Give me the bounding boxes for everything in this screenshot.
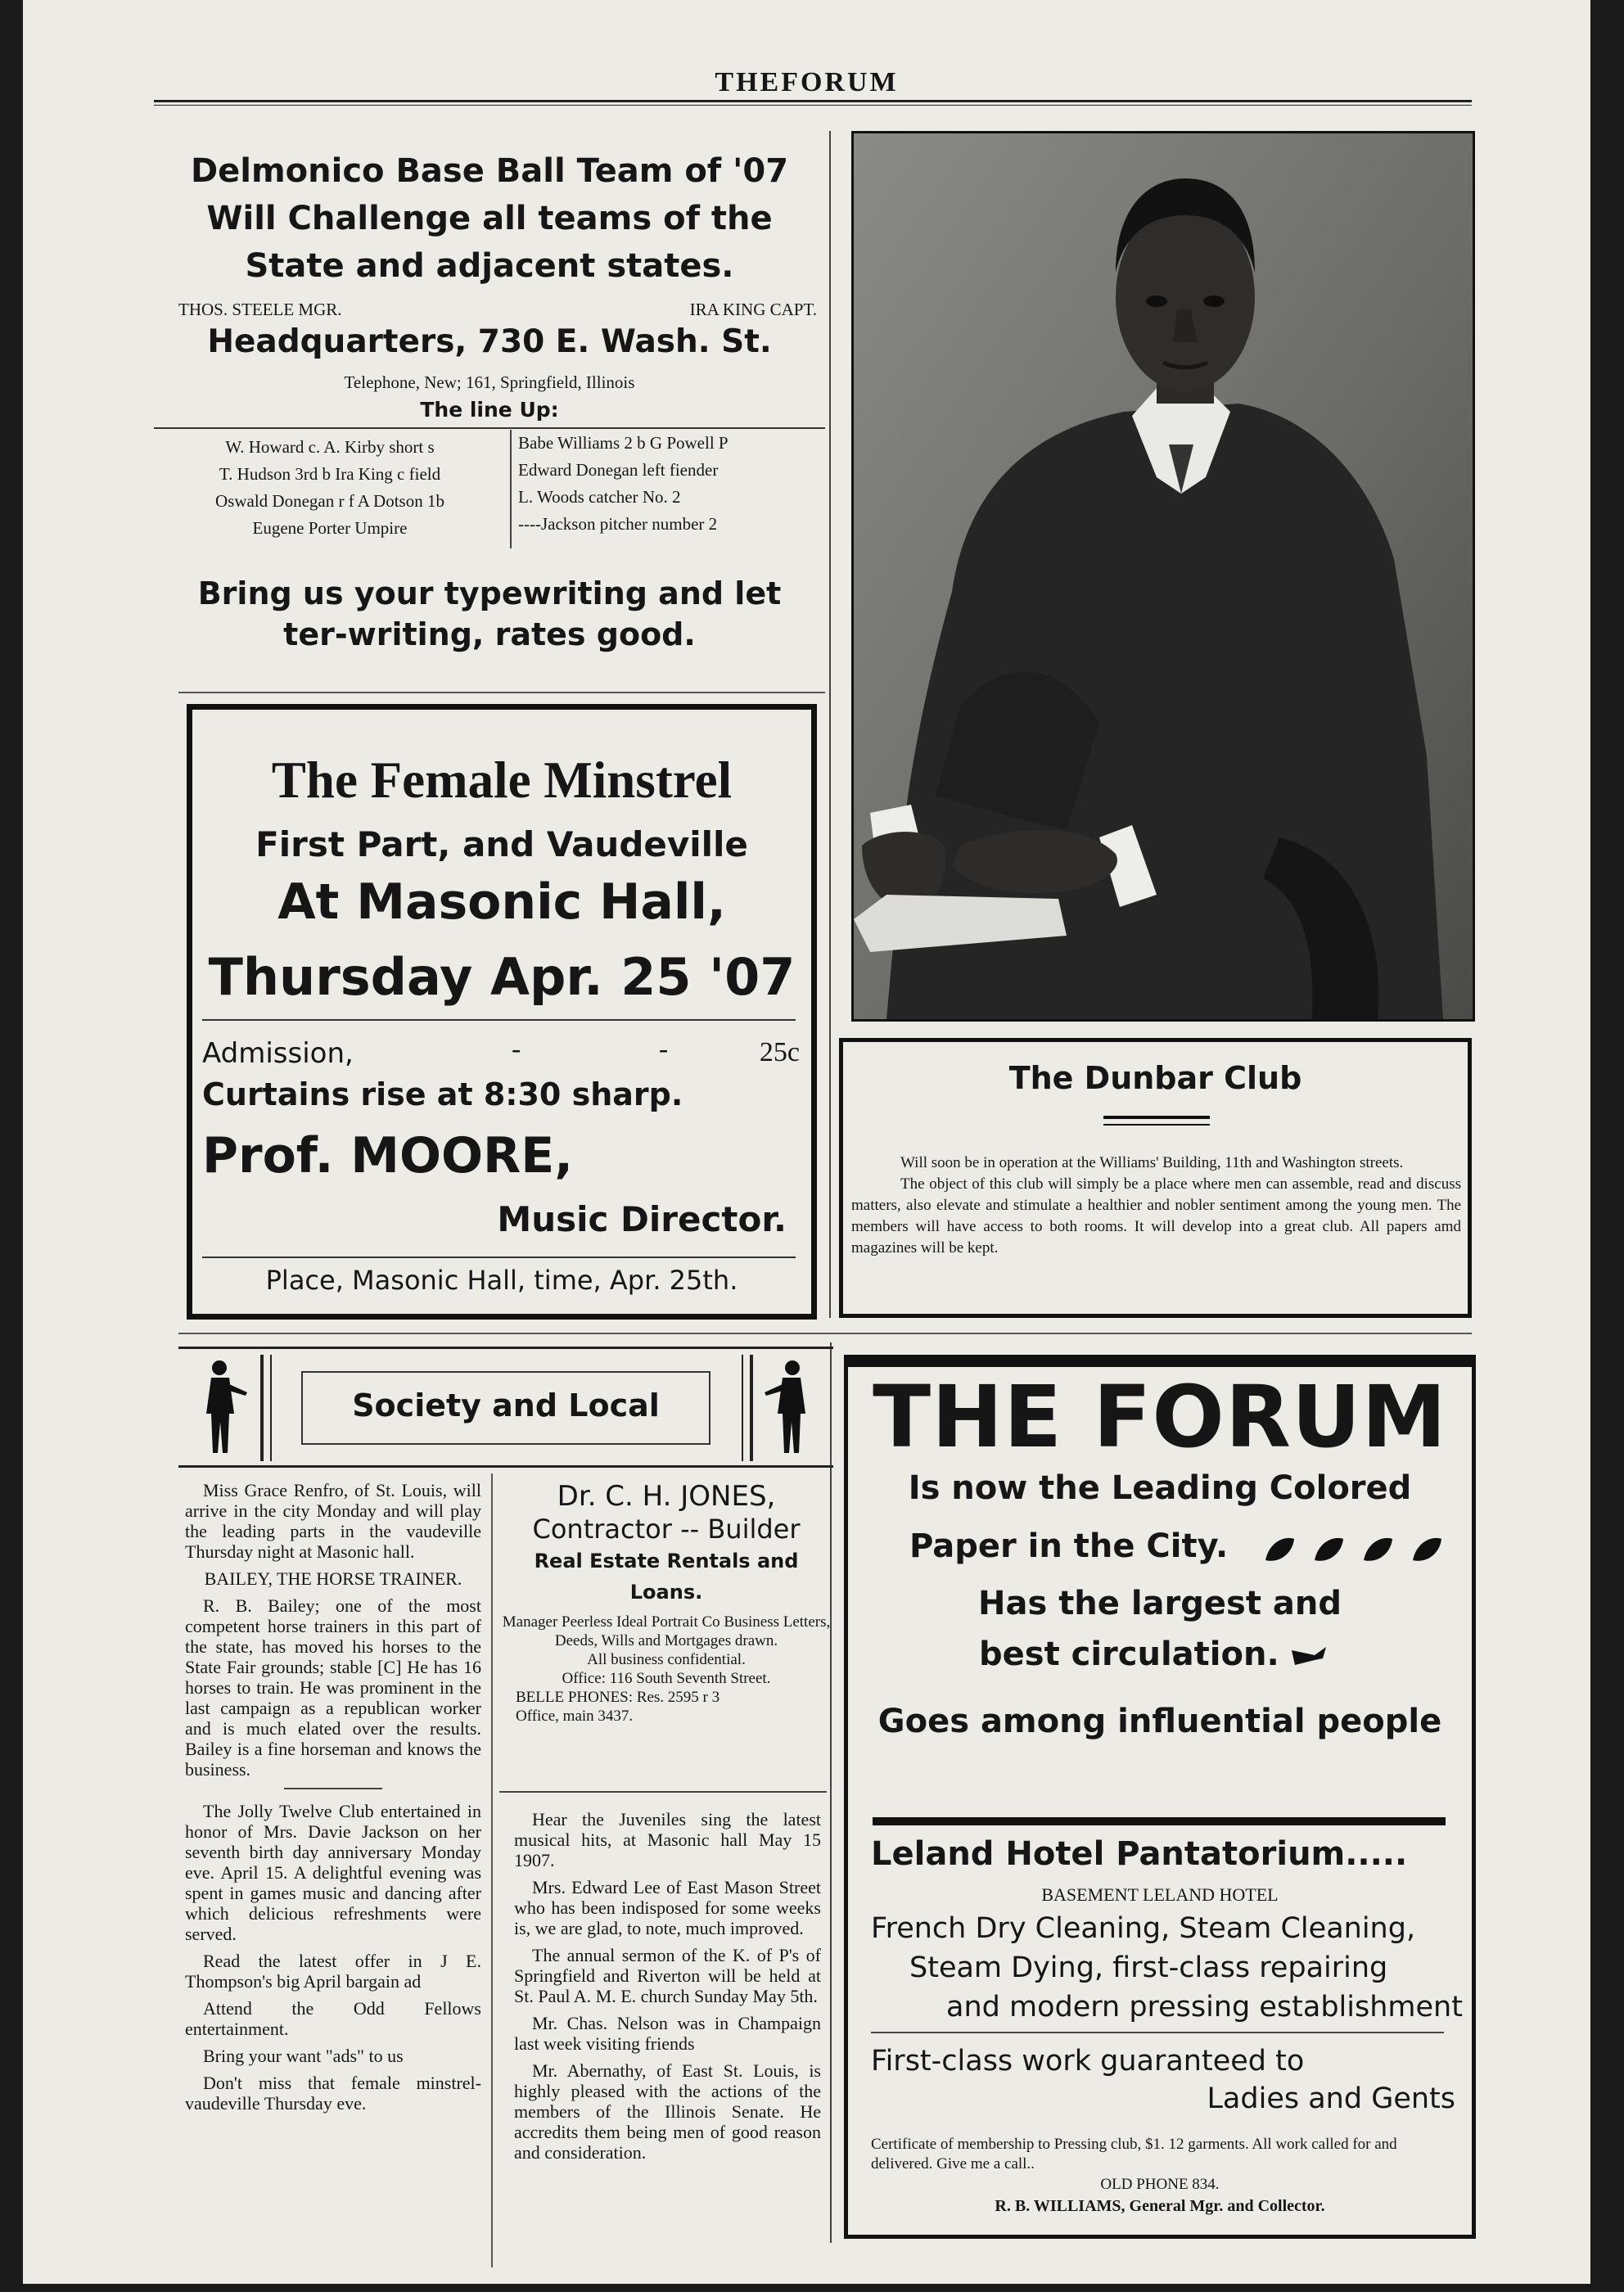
admission-price: 25c [759,1037,800,1067]
baseball-title-1: Delmonico Base Ball Team of '07 [190,152,789,190]
section-rule [178,692,825,693]
forum-ad-box [844,1355,1476,2239]
society-header [178,1347,833,1469]
jones-body: Manager Peerless Ideal Portrait Co Business Letters, Deeds, Wills and Mortgages drawn. [502,1613,831,1649]
leaf-ornament-icon [1261,1532,1458,1567]
jones-office: Office: 116 South Seventh Street. [562,1670,771,1687]
portrait-figure [854,133,1473,1019]
portrait-photo [851,131,1475,1022]
baseball-ad [154,147,825,652]
waiter-right-icon [761,1356,810,1459]
column-rule-lower [830,1342,832,2243]
middle-item-3: The annual sermon of the K. of P's of Springfield and Riverton will be held at St. Paul A. M. E. church Sunday May 5th. [514,1945,821,2006]
masthead-rule [154,100,1472,102]
jones-rule [499,1791,827,1793]
dunbar-p1: Will soon be in operation at the Williams' Building, 11th and Washington streets. [900,1154,1404,1171]
forum-ad-line-5: Goes among influential people [877,1703,1442,1740]
leland-top-bar [873,1817,1446,1825]
jones-office-phone: Office, main 3437. [516,1708,634,1725]
telephone: Telephone, New; 161, Springfield, Illinois [344,372,635,392]
typewriting-ad [154,573,825,655]
jones-name: Dr. C. H. JONES, [557,1480,776,1513]
jones-trade: Contractor -- Builder [532,1514,801,1545]
minstrel-title: The Female Minstrel [271,751,733,809]
middle-item-1: Hear the Juveniles sing the latest musical hits, at Masonic hall May 15 1907. [514,1809,821,1870]
leland-phone: OLD PHONE 834. [1100,2176,1220,2193]
headquarters: Headquarters, 730 E. Wash. St. [207,323,772,360]
society-item-7: Bring your want "ads" to us [203,2046,404,2066]
society-right-bar-2 [742,1355,743,1461]
leland-title: Leland Hotel Pantatorium..... [871,1835,1408,1873]
society-item-4: The Jolly Twelve Club entertained in honor of Mrs. Davie Jackson on her seventh birth day anniversary Monday eve. April 15. A delightful evening was spent in games music and dancing after which delicious refreshments were served. [185,1801,481,1944]
dunbar-club-box [839,1038,1472,1318]
jones-confidential: All business confidential. [587,1651,746,1668]
lineup-left-3: Oswald Donegan r f A Dotson 1b [215,491,444,511]
forum-ad-line-4: best circulation. [979,1636,1279,1673]
lineup-right-4: ----Jackson pitcher number 2 [518,514,718,534]
lineup-right-2: Edward Donegan left fiender [518,460,719,480]
lineup-left-2: T. Hudson 3rd b Ira King c field [219,464,441,484]
minstrel-line-3: Thursday Apr. 25 '07 [208,947,796,1007]
dunbar-title: The Dunbar Club [1008,1060,1302,1096]
masthead-rule-thin [154,105,1472,106]
typewriting-line-1: Bring us your typewriting and let [197,575,782,611]
newspaper-page [23,0,1590,2284]
dunbar-rule-2 [1103,1124,1210,1126]
middle-column [514,1809,821,2169]
forum-top-bar [848,1359,1472,1367]
jones-real-estate: Real Estate Rentals and Loans. [534,1550,799,1604]
society-right-bar [750,1355,753,1461]
music-director: Music Director. [497,1199,787,1239]
forum-ad-line-1: Is now the Leading Colored [908,1469,1412,1507]
prof-moore: Prof. MOORE, [202,1127,573,1184]
society-item-6: Attend the Odd Fellows entertainment. [185,1998,481,2039]
minstrel-line-1: First Part, and Vaudeville [255,824,748,864]
middle-item-2: Mrs. Edward Lee of East Mason Street who has been indisposed for some weeks is, we are glad, to note, much improved. [514,1877,821,1938]
waiter-left-icon [201,1356,250,1459]
society-top-rule [178,1347,833,1349]
society-item-8: Don't miss that female minstrel-vaudeville Thursday eve. [185,2073,481,2114]
dunbar-rule-1 [1103,1116,1210,1119]
lineup-right-1: Babe Williams 2 b G Powell P [518,433,729,453]
column-rule [829,131,831,1318]
lineup-right [518,430,829,538]
baseball-title-2: Will Challenge all teams of the [206,200,773,237]
manager: THOS. STEELE MGR. [178,300,342,319]
minstrel-bottom-rule [202,1257,796,1258]
society-left-bar-2 [270,1355,272,1461]
leland-line-4: First-class work guaranteed to [871,2045,1305,2078]
leland-line-1: French Dry Cleaning, Steam Cleaning, [871,1912,1416,1945]
society-divider [284,1788,382,1789]
leland-owner: R. B. WILLIAMS, General Mgr. and Collector. [995,2197,1325,2215]
leland-sub: BASEMENT LELAND HOTEL [1041,1884,1279,1905]
society-left-bar [260,1355,264,1461]
forum-ad-line-3: Has the largest and [977,1585,1342,1622]
middle-item-4: Mr. Chas. Nelson was in Champaign last week visiting friends [514,2013,821,2054]
jones-phones: BELLE PHONES: Res. 2595 r 3 [516,1689,720,1706]
lineup-rule [154,427,825,429]
jones-ad [499,1480,833,1726]
admission-label: Admission, [202,1037,354,1070]
lineup-left-1: W. Howard c. A. Kirby short s [225,437,435,457]
dunbar-p2: The object of this club will simply be a place where men can assemble, read and discuss matters, also elevate and stimulate a healthier and nobler sentiment among the young men. The members will have access to both rooms. It will develop into a great club. All papers amd magazines will be kept. [851,1175,1461,1257]
lineup-right-3: L. Woods catcher No. 2 [518,487,681,507]
minstrel-ad [187,704,817,1320]
minstrel-place: Place, Masonic Hall, time, Apr. 25th. [265,1265,738,1296]
leland-cert: Certificate of membership to Pressing club, $1. 12 garments. All work called for and delivered. Give me a call.. [871,2136,1397,2172]
lineup-title: The line Up: [420,398,559,422]
captain: IRA KING CAPT. [689,300,817,319]
masthead: THEFORUM [715,67,899,97]
minstrel-line-2: At Masonic Hall, [277,873,726,931]
society-column-rule [491,1473,493,2267]
society-title: Society and Local [352,1387,660,1423]
leland-line-3: and modern pressing establishment [946,1991,1463,2024]
admission-dashes: - - [512,1034,734,1064]
society-bottom-rule [178,1465,833,1468]
society-item-1: Miss Grace Renfro, of St. Louis, will arrive in the city Monday and will play the leading parts in the vaudeville Thursday night at Masonic hall. [185,1480,481,1562]
curtain-time: Curtains rise at 8:30 sharp. [202,1076,683,1112]
society-column [185,1480,481,2120]
middle-rule [178,1333,1472,1334]
hand-pointer-icon [1290,1644,1328,1668]
baseball-title-3: State and adjacent states. [245,247,734,285]
lineup-divider [510,430,512,548]
society-item-2: BAILEY, THE HORSE TRAINER. [204,1568,462,1589]
forum-ad-title: THE FORUM [873,1367,1447,1467]
lineup-left-4: Eugene Porter Umpire [252,518,408,538]
dunbar-body [851,1153,1461,1259]
middle-item-5: Mr. Abernathy, of East St. Louis, is highly pleased with the actions of the members of the Illinois Senate. He accredits them being men of good reason and consideration. [514,2060,821,2163]
typewriting-line-2: ter-writing, rates good. [283,616,696,652]
lineup-left [154,434,506,542]
forum-ad-line-2: Paper in the City. [909,1527,1229,1565]
minstrel-rule [202,1019,796,1021]
leland-line-5: Ladies and Gents [1207,2082,1455,2115]
leland-rule [871,2032,1444,2033]
leland-line-2: Steam Dying, first-class repairing [909,1951,1388,1984]
society-item-5: Read the latest offer in J E. Thompson's big April bargain ad [185,1951,481,1992]
society-item-3: R. B. Bailey; one of the most competent horse trainers in this part of the state, has moved his horses to the State Fair grounds; stable [C] He has 16 horses to train. He was prominent in the last campaign as a republican worker and is much elated over the results. Bailey is a fine horseman and knows the business. [185,1595,481,1780]
